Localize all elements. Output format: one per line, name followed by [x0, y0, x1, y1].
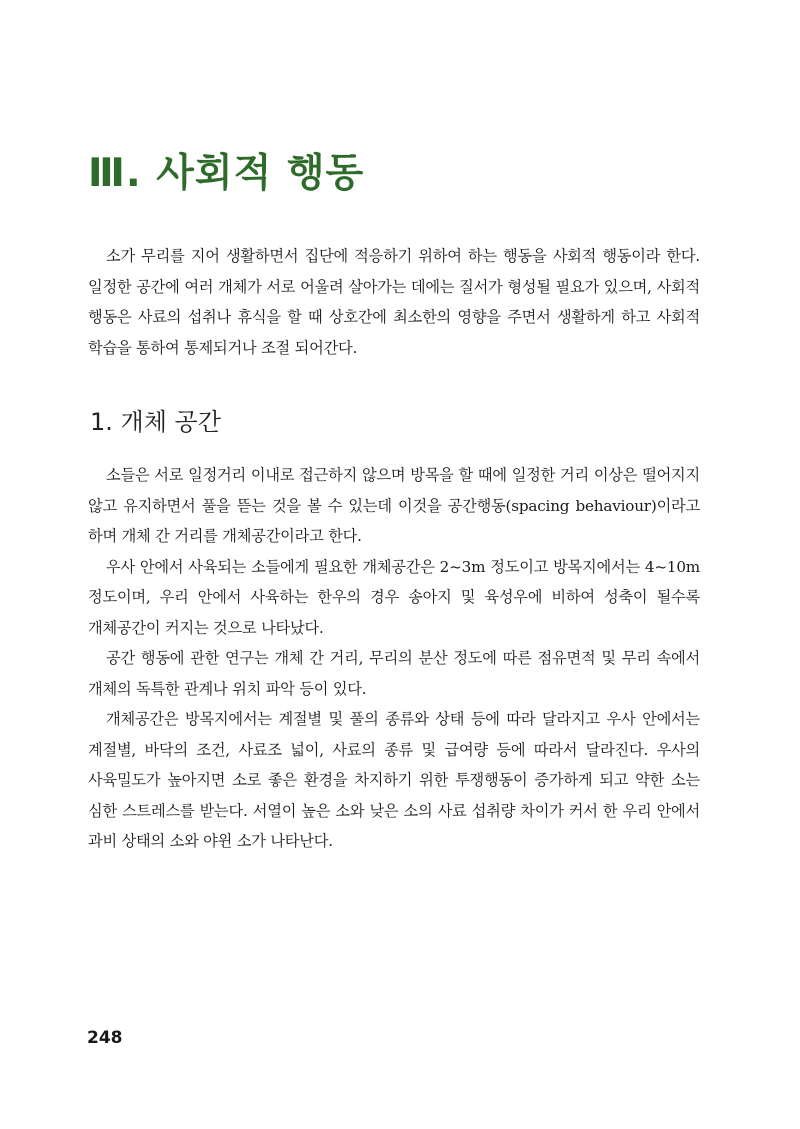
body-paragraph-2: 우사 안에서 사육되는 소들에게 필요한 개체공간은 2~3m 정도이고 방목지에서는 4~10m 정도이며, 우리 안에서 사육하는 한우의 경우 송아지 및 육성우에 비하여 성축이 될수록 개체공간이 커지는 것으로 나타났다. — [88, 557, 700, 637]
body-paragraph-4: 개체공간은 방목지에서는 계절별 및 풀의 종류와 상태 등에 따라 달라지고 우사 안에서는 계절별, 바닥의 조건, 사료조 넓이, 사료의 종류 및 급여량 등에 따라서 달라진다. 우사의 사육밀도가 높아지면 소로 좋은 환경을 차지하기 위한 투쟁행동이 증가하게 되고 약한 소는 심한 스트레스를 받는다. 서열이 높은 소와 낮은 소의 사료 섭취량 차이가 커서 한 우리 안에서 과비 상태의 소와 야윈 소가 나타난다. — [88, 710, 700, 850]
section-body — [88, 460, 700, 857]
body-paragraph-3: 공간 행동에 관한 연구는 개체 간 거리, 무리의 분산 정도에 따른 점유면적 및 무리 속에서 개체의 독특한 관계나 위치 파악 등이 있다. — [88, 649, 700, 698]
body-paragraph-1: 소들은 서로 일정거리 이내로 접근하지 않으며 방목을 할 때에 일정한 거리 이상은 떨어지지 않고 유지하면서 풀을 뜯는 것을 볼 수 있는데 이것을 공간행동(spacing behaviour)이라고 하며 개체 간 거리를 개체공간이라고 한다. — [88, 466, 700, 545]
intro-paragraph: 소가 무리를 지어 생활하면서 집단에 적응하기 위하여 하는 행동을 사회적 행동이라 한다. 일정한 공간에 여러 개체가 서로 어울려 살아가는 데에는 질서가 형성될 필요가 있으며, 사회적 행동은 사료의 섭취나 휴식을 할 때 상호간에 최소한의 영향을 주면서 생활하게 하고 사회적 학습을 통하여 통제되거나 조절 되어간다. — [88, 247, 700, 357]
chapter-title: Ⅲ. 사회적 행동 — [88, 151, 365, 196]
page-number: 248 — [87, 1028, 123, 1048]
section-heading: 1. 개체 공간 — [90, 408, 221, 436]
